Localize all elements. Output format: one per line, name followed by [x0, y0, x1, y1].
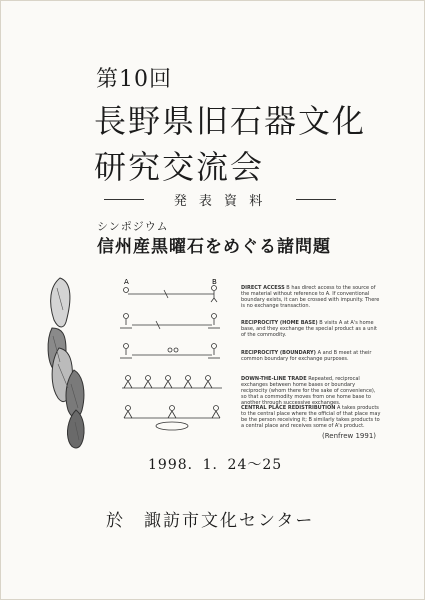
- rule-left: [104, 199, 144, 200]
- label-a: A: [124, 278, 129, 286]
- model-central-place: CENTRAL PLACE REDISTRIBUTION A takes products to the central place where the official of that place may be the person receiving it; B similarly takes products to a central place and receives some of A's product.: [241, 405, 381, 429]
- figure-citation: (Renfrew 1991): [322, 432, 377, 440]
- symposium-title: 信州産黒曜石をめぐる諸問題: [97, 237, 331, 257]
- event-venue: 於 諏訪市文化センター: [106, 511, 315, 531]
- obsidian-tools-illustration: [48, 278, 84, 448]
- model-reciprocity-home-base: RECIPROCITY (HOME BASE) B visits A at A's home base, and they exchange the special product as a unit of the commodity.: [241, 320, 377, 338]
- label-b: B: [212, 278, 217, 286]
- model-reciprocity-boundary: RECIPROCITY (BOUNDARY) A and B meet at their common boundary for exchange purposes.: [241, 350, 372, 362]
- model-direct-access: DIRECT ACCESS B has direct access to the source of the material without reference to A. If conventional boundary exists, it can be crossed with impunity. There is no exchange transaction.: [241, 285, 380, 309]
- exchange-models-figure: [44, 270, 244, 450]
- handout-heading: [150, 190, 290, 209]
- symposium-label: シンポジウム: [97, 220, 169, 233]
- rule-right: [296, 199, 336, 200]
- title-line-1: 長野県旧石器文化: [94, 102, 367, 140]
- event-date: 1998．1．24～25: [148, 457, 283, 473]
- edition-label: 第10回: [96, 67, 172, 92]
- title-line-2: 研究交流会: [94, 148, 265, 186]
- handout-label: 発 表 資 料: [173, 194, 267, 209]
- exchange-rows: [120, 286, 222, 431]
- model-down-the-line: DOWN-THE-LINE TRADE Repeated, reciprocal exchanges between home bases or boundary reciprocity (whom there for the sake of convenience), so that a commodity moves from one home base to another through successive exchanges.: [241, 376, 376, 406]
